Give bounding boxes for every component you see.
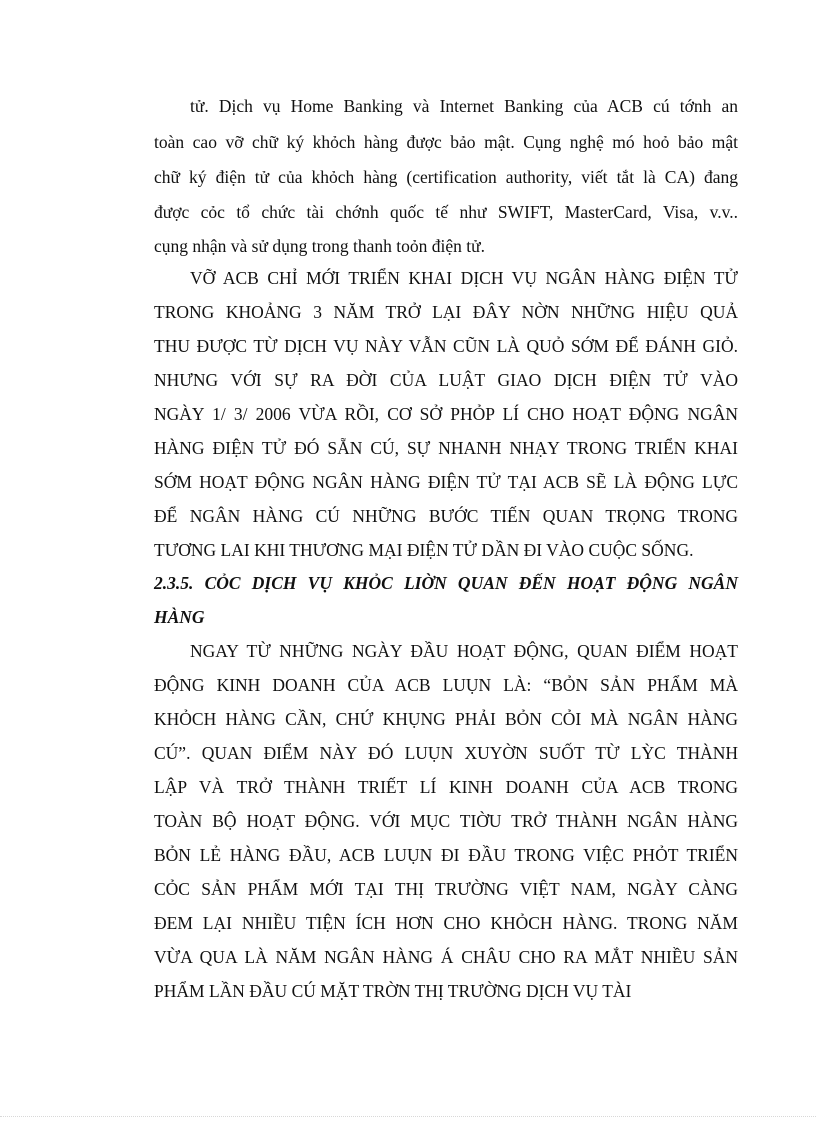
text-line: BỎN LẺ HÀNG ĐẦU, ACB LUỤN ĐI ĐẦU TRONG VIỆC PHỎT TRIỂN	[154, 845, 738, 865]
section-heading: 2.3.5. CỎC DỊCH VỤ KHỎC LIỜN QUAN ĐẾN HOẠT ĐỘNG NGÂN	[154, 573, 738, 593]
text-line: TƯƠNG LAI KHI THƯƠNG MẠI ĐIỆN TỬ DẦN ĐI VÀO CUỘC SỐNG.	[154, 540, 694, 560]
text-line: LẬP VÀ TRỞ THÀNH TRIẾT LÍ KINH DOANH CỦA ACB TRONG	[154, 777, 738, 797]
text-line: toàn cao vỡ chữ ký khỏch hàng được bảo mật. Cụng nghệ mó hoỏ bảo mật	[154, 132, 738, 152]
text-line: TRONG KHOẢNG 3 NĂM TRỞ LẠI ĐÂY NỜN NHỮNG HIỆU QUẢ	[154, 302, 738, 322]
text-line: THU ĐƯỢC TỪ DỊCH VỤ NÀY VẪN CŨN LÀ QUỎ SỚM ĐỂ ĐÁNH GIỎ.	[154, 336, 738, 356]
text-line: HÀNG ĐIỆN TỬ ĐÓ SẴN CÚ, SỰ NHANH NHẠY TRONG TRIỂN KHAI	[154, 438, 738, 458]
section-heading: HÀNG	[154, 607, 205, 627]
text-line: được cỏc tổ chức tài chớnh quốc tế như SWIFT, MasterCard, Visa, v.v..	[154, 202, 738, 222]
text-line: CỎC SẢN PHẨM MỚI TẠI THỊ TRƯỜNG VIỆT NAM, NGÀY CÀNG	[154, 879, 738, 899]
text-line: TOÀN BỘ HOẠT ĐỘNG. VỚI MỤC TIỜU TRỞ THÀNH NGÂN HÀNG	[154, 811, 738, 831]
text-line: VỪA QUA LÀ NĂM NGÂN HÀNG Á CHÂU CHO RA MẮT NHIỀU SẢN	[154, 947, 738, 967]
text-line: CÚ”. QUAN ĐIỂM NÀY ĐÓ LUỤN XUYỜN SUỐT TỪ LỲC THÀNH	[154, 743, 738, 763]
text-line: KHỎCH HÀNG CẦN, CHỨ KHỤNG PHẢI BỎN CỎI MÀ NGÂN HÀNG	[154, 709, 738, 729]
text-line: PHẨM LẦN ĐẦU CÚ MẶT TRỜN THỊ TRƯỜNG DỊCH VỤ TÀI	[154, 981, 632, 1001]
text-line: ĐỘNG KINH DOANH CỦA ACB LUỤN LÀ: “BỎN SẢN PHẨM MÀ	[154, 675, 738, 695]
page-bottom-rule	[0, 1116, 816, 1117]
text-line: NHƯNG VỚI SỰ RA ĐỜI CỦA LUẬT GIAO DỊCH ĐIỆN TỬ VÀO	[154, 370, 738, 390]
text-line: NGAY TỪ NHỮNG NGÀY ĐẦU HOẠT ĐỘNG, QUAN ĐIỂM HOẠT	[190, 641, 738, 661]
text-line: ĐEM LẠI NHIỀU TIỆN ÍCH HƠN CHO KHỎCH HÀNG. TRONG NĂM	[154, 913, 738, 933]
text-line: ĐỂ NGÂN HÀNG CÚ NHỮNG BƯỚC TIẾN QUAN TRỌNG TRONG	[154, 506, 738, 526]
text-line: cụng nhận và sử dụng trong thanh toỏn điện tử.	[154, 236, 486, 256]
text-line: NGÀY 1/ 3/ 2006 VỪA RỒI, CƠ SỞ PHỎP LÍ CHO HOẠT ĐỘNG NGÂN	[154, 404, 738, 424]
text-line: VỠ ACB CHỈ MỚI TRIỂN KHAI DỊCH VỤ NGÂN HÀNG ĐIỆN TỬ	[190, 268, 738, 288]
text-line: chữ ký điện tử của khỏch hàng (certification authority, viết tắt là CA) đang	[154, 167, 738, 187]
text-line: tử. Dịch vụ Home Banking và Internet Banking của ACB cú tớnh an	[190, 96, 738, 116]
text-line: SỚM HOẠT ĐỘNG NGÂN HÀNG ĐIỆN TỬ TẠI ACB SẼ LÀ ĐỘNG LỰC	[154, 472, 738, 492]
